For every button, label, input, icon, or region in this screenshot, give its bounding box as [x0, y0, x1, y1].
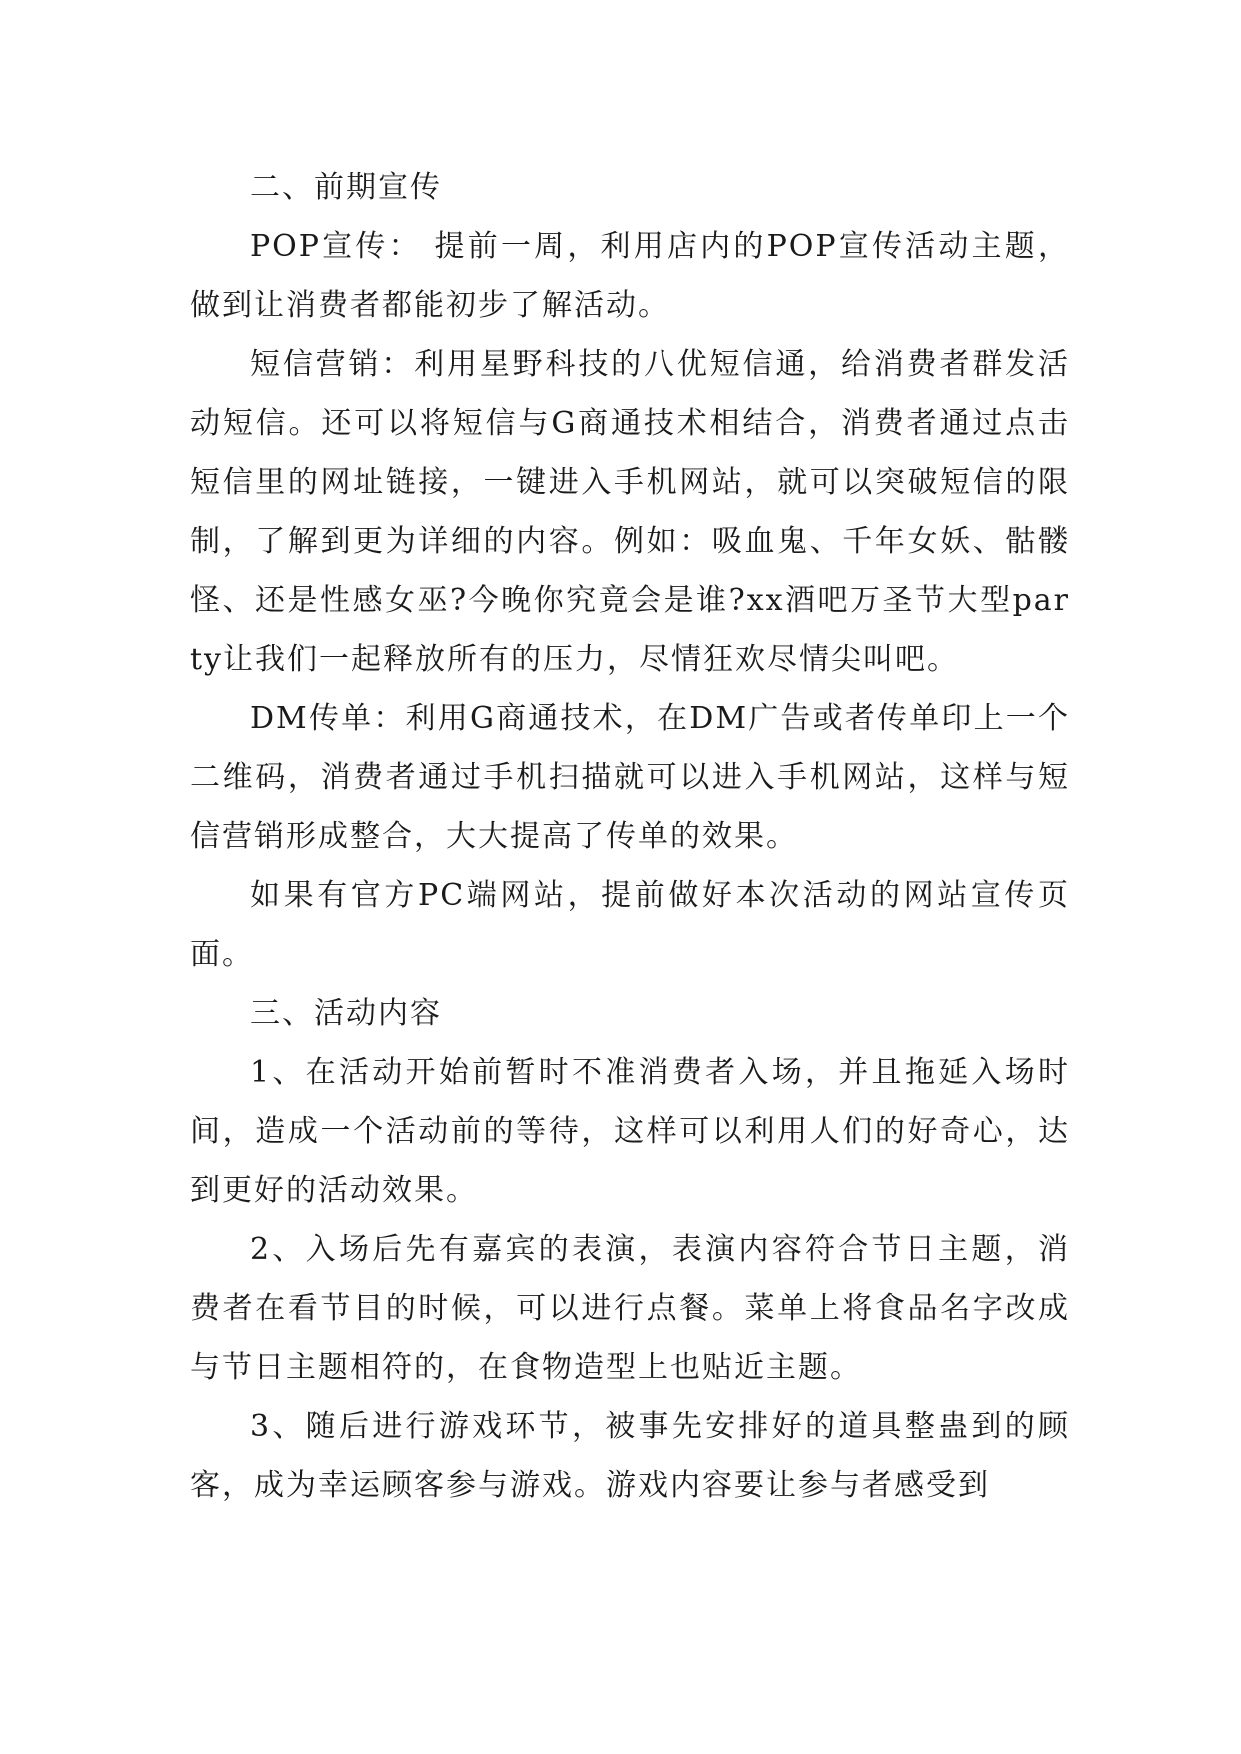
- paragraph-item-2: 2、入场后先有嘉宾的表演，表演内容符合节日主题，消费者在看节目的时候，可以进行点餐。菜单上将食品名字改成与节日主题相符的，在食物造型上也贴近主题。: [190, 1232, 1070, 1385]
- paragraph-item-1: 1、在活动开始前暂时不准消费者入场，并且拖延入场时间，造成一个活动前的等待，这样可以利用人们的好奇心，达到更好的活动效果。: [190, 1055, 1070, 1208]
- paragraph-sms: 短信营销：利用星野科技的八优短信通，给消费者群发活动短信。还可以将短信与G商通技术相结合，消费者通过点击短信里的网址链接，一键进入手机网站，就可以突破短信的限制，了解到更为详细的内容。例如：吸血鬼、千年女妖、骷髅怪、还是性感女巫?今晚你究竟会是谁?xx酒吧万圣节大型party让我们一起释放所有的压力，尽情狂欢尽情尖叫吧。: [190, 347, 1070, 677]
- paragraph-pop: POP宣传： 提前一周，利用店内的POP宣传活动主题，做到让消费者都能初步了解活动。: [190, 229, 1070, 323]
- paragraph-item-3: 3、随后进行游戏环节，被事先安排好的道具整蛊到的顾客，成为幸运顾客参与游戏。游戏内容要让参与者感受到: [190, 1409, 1070, 1503]
- section-heading-activity: 三、活动内容: [250, 996, 442, 1031]
- paragraph-dm: DM传单：利用G商通技术，在DM广告或者传单印上一个二维码，消费者通过手机扫描就可以进入手机网站，这样与短信营销形成整合，大大提高了传单的效果。: [190, 701, 1070, 854]
- paragraph-website: 如果有官方PC端网站，提前做好本次活动的网站宣传页面。: [190, 878, 1070, 972]
- document-body: [190, 158, 1070, 1515]
- section-heading-promotion: 二、前期宣传: [250, 170, 442, 205]
